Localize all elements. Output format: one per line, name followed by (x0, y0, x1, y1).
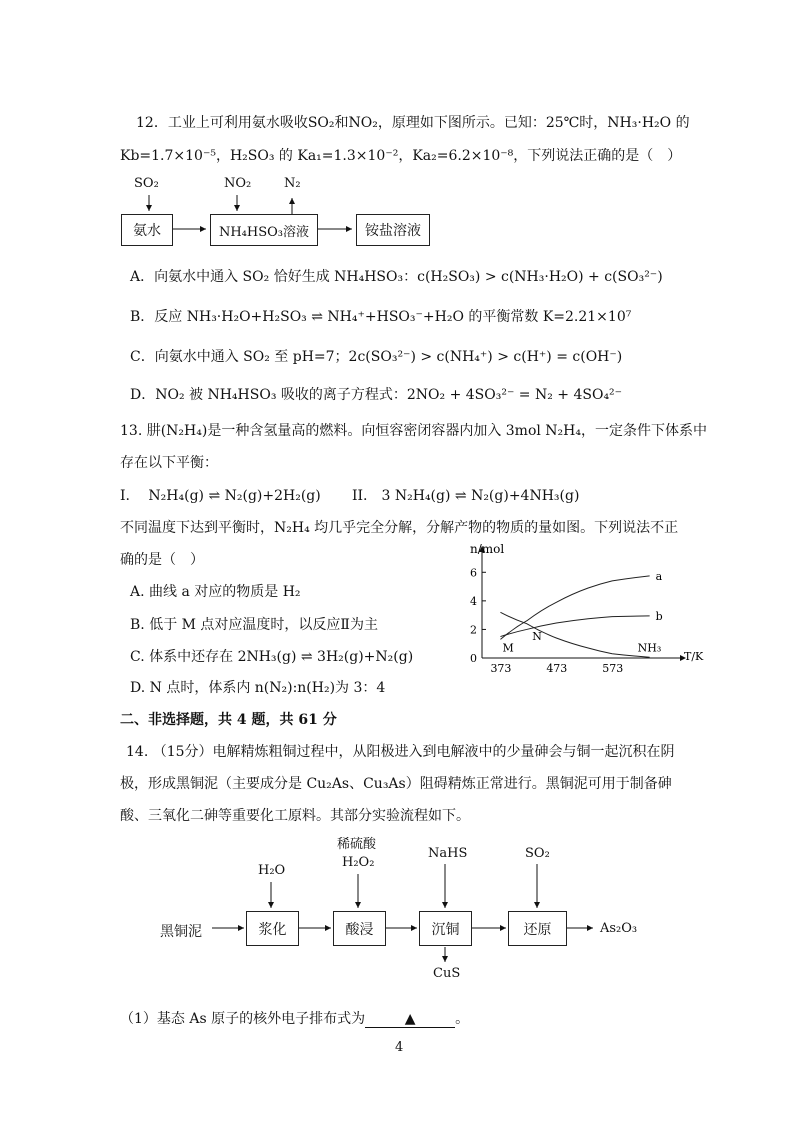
q14-reagent-water: H₂O (258, 863, 286, 878)
x-tick-label: 473 (546, 662, 568, 675)
q13-option-a: A. 曲线 a 对应的物质是 H₂ (130, 584, 301, 600)
q12-n2-label: N₂ (284, 176, 301, 191)
annotation-m: M (502, 641, 514, 655)
q12-box-ammonium-salt: 铵盐溶液 (356, 214, 430, 246)
annotation-n: N (532, 630, 542, 643)
q12-option-d: D．NO₂ 被 NH₄HSO₃ 吸收的离子方程式：2NO₂ + 4SO₃²⁻ = N₂ + 4SO₄²⁻ (130, 387, 623, 403)
q12-option-a: A．向氨水中通入 SO₂ 恰好生成 NH₄HSO₃：c(H₂SO₃) > c(NH₃·H₂O) + c(SO₃²⁻) (130, 269, 663, 285)
q13-option-b: B. 低于 M 点对应温度时，以反应Ⅱ为主 (130, 617, 378, 633)
q12-box-nh4hso3: NH₄HSO₃溶液 (210, 214, 318, 246)
q14-stem-line2: 极，形成黑铜泥（主要成分是 Cu₂As、Cu₃As）阻碍精炼正常进行。黑铜泥可用于制备砷 (120, 776, 672, 792)
q14-box-copper-precipitation: 沉铜 (419, 911, 472, 946)
y-tick-label: 2 (470, 623, 477, 637)
x-tick-label: 573 (602, 662, 624, 675)
series-label-1: a (655, 569, 663, 583)
q12-stem-line1: 12．工业上可利用氨水吸收SO₂和NO₂，原理如下图所示。已知：25℃时，NH₃·H₂O 的 (136, 115, 690, 131)
q13-stem-line1: 13. 肼(N₂H₄)是一种含氢量高的燃料。向恒容密闭容器内加入 3mol N₂H₄，一定条件下体系中 (120, 423, 707, 439)
q14-sub1-blank-marker: ▲ (404, 1011, 416, 1027)
q14-byproduct-label: CuS (433, 966, 461, 981)
y-tick-label: 4 (470, 594, 477, 608)
y-axis-label: n/mol (470, 542, 505, 556)
q12-stem-line2: Kb=1.7×10⁻⁵，H₂SO₃ 的 Ka₁=1.3×10⁻²，Ka₂=6.2×10⁻⁸，下列说法正确的是（ ） (120, 148, 682, 164)
q13-stem-line2: 存在以下平衡： (120, 455, 218, 471)
q14-box-acid-leach: 酸浸 (333, 911, 386, 946)
q13-reaction-1: I. N₂H₄(g) ⇌ N₂(g)+2H₂(g) (120, 488, 321, 504)
q14-reagent-nahs: NaHS (428, 846, 468, 861)
q14-box-reduction: 还原 (508, 911, 567, 946)
x-axis-label: T/K (684, 650, 704, 663)
q14-stem-line1: 14. （15分）电解精炼粗铜过程中，从阳极进入到电解液中的少量砷会与铜一起沉积在阴 (126, 744, 675, 760)
q14-output-label: As₂O₃ (600, 921, 638, 936)
q12-so2-label: SO₂ (134, 176, 159, 191)
q13-option-c: C. 体系中还存在 2NH₃(g) ⇌ 3H₂(g)+N₂(g) (130, 649, 414, 665)
series-label-2: b (655, 609, 663, 623)
page-number: 4 (395, 1040, 404, 1055)
q14-sub1-prefix: （1）基态 As 原子的核外电子排布式为 (120, 1011, 366, 1027)
q14-sub1-suffix: 。 (455, 1011, 470, 1027)
series-label-3: NH₃ (637, 641, 662, 655)
q13-stem-line3: 不同温度下达到平衡时，N₂H₄ 均几乎完全分解，分解产物的物质的量如图。下列说法不正 (120, 520, 679, 536)
y-tick-label: 6 (470, 566, 477, 580)
x-tick-label: 373 (490, 662, 512, 675)
q14-subquestion-1 (120, 1008, 469, 1028)
q14-reagent-h2o2: H₂O₂ (342, 855, 375, 870)
q13-reaction-2: II. 3 N₂H₄(g) ⇌ N₂(g)+4NH₃(g) (352, 488, 580, 504)
y-tick-label: 0 (470, 652, 477, 665)
q14-reagent-so2: SO₂ (525, 846, 550, 861)
q12-no2-label: NO₂ (224, 176, 252, 191)
q12-option-b: B．反应 NH₃·H₂O+H₂SO₃ ⇌ NH₄⁺+HSO₃⁻+H₂O 的平衡常数 K=2.21×10⁷ (130, 309, 632, 325)
q12-box-ammonia: 氨水 (121, 214, 173, 246)
q14-reagent-dilute-h2so4: 稀硫酸 (337, 837, 377, 852)
q14-sub1-answer-blank[interactable] (365, 1011, 455, 1028)
q14-stem-line3: 酸、三氧化二砷等重要化工原料。其部分实验流程如下。 (120, 808, 470, 824)
q14-box-slurry: 浆化 (246, 911, 299, 946)
section-2-heading: 二、非选择题，共 4 题，共 61 分 (120, 712, 337, 728)
q12-option-c: C．向氨水中通入 SO₂ 至 pH=7；2c(SO₃²⁻) > c(NH₄⁺) > c(H⁺) = c(OH⁻) (130, 349, 623, 365)
q13-stem-line4: 确的是（ ） (120, 552, 204, 568)
q14-input-label: 黑铜泥 (160, 924, 202, 940)
q13-option-d: D. N 点时，体系内 n(N₂):n(H₂)为 3：4 (130, 680, 386, 696)
